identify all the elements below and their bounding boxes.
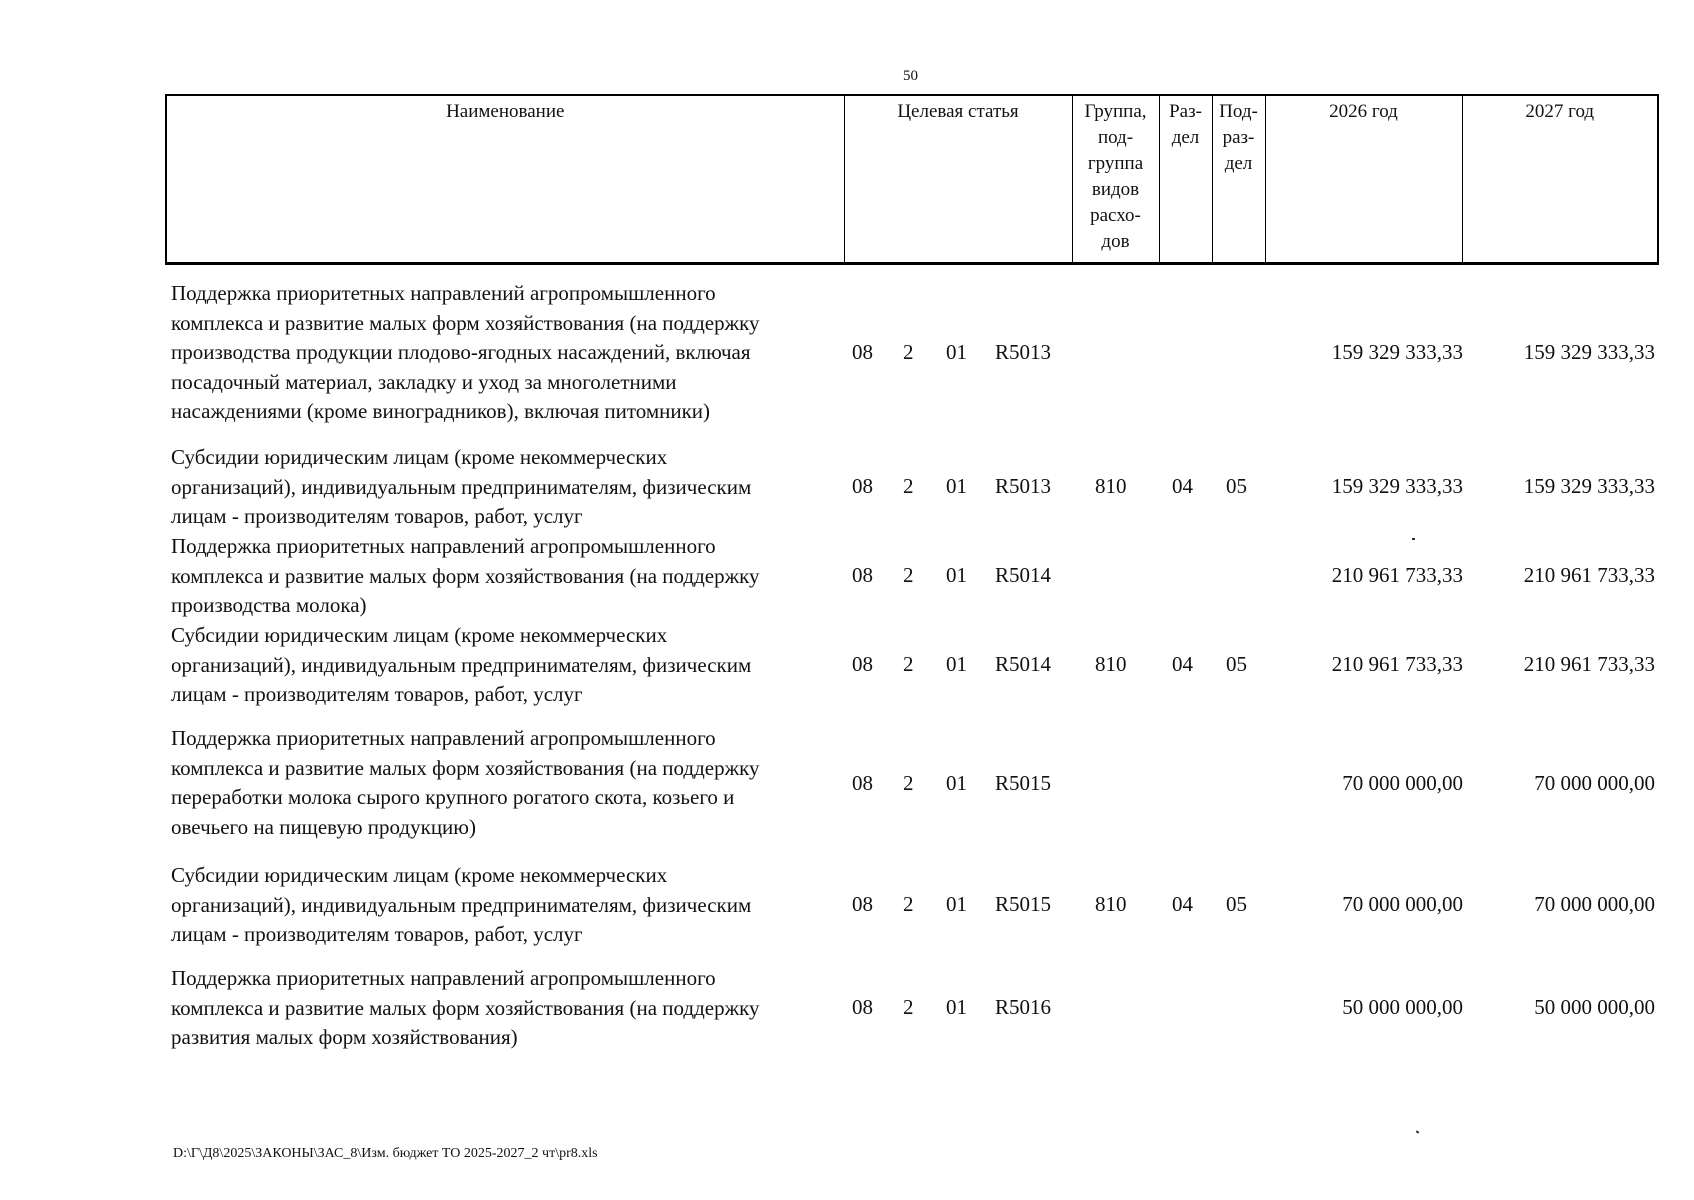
code-program: 08 xyxy=(852,652,873,676)
code-subprogram: 01 xyxy=(946,892,967,916)
code-subprogram: 01 xyxy=(946,771,967,795)
amount-2027: 210 961 733,33 xyxy=(1523,563,1655,587)
expense-group: 810 xyxy=(1095,474,1127,498)
code-direction: R5016 xyxy=(995,995,1052,1019)
amount-2027: 210 961 733,33 xyxy=(1523,652,1655,676)
row-name: Поддержка приоритетных направлений агропромышленного комплекса и развитие малых форм хозяйствования (на поддержку переработки молока сырого крупного рогатого скота, козьего и овечьего на пищевую продукцию) xyxy=(171,726,760,839)
code-subprogram: 01 xyxy=(946,563,967,587)
code-direction: R5015 xyxy=(995,892,1052,916)
subsection: 05 xyxy=(1226,892,1247,916)
code-direction: R5015 xyxy=(995,771,1052,795)
expense-group: 810 xyxy=(1095,652,1127,676)
code-direction: R5013 xyxy=(995,474,1052,498)
header-subsection: Под- раз- дел xyxy=(1212,95,1265,264)
code-program: 08 xyxy=(852,892,873,916)
amount-2027: 159 329 333,33 xyxy=(1523,340,1655,364)
code-program: 08 xyxy=(852,563,873,587)
header-section: Раз- дел xyxy=(1159,95,1212,264)
amount-2027: 70 000 000,00 xyxy=(1534,892,1655,916)
code-direction: R5014 xyxy=(995,563,1052,587)
code-program: 08 xyxy=(852,995,873,1019)
code-type: 2 xyxy=(903,340,914,364)
header-year-2027: 2027 год xyxy=(1462,95,1658,264)
code-type: 2 xyxy=(903,652,914,676)
row-name: Субсидии юридическим лицам (кроме некоммерческих организаций), индивидуальным предпринимателям, физическим лицам - производителям товаров, работ, услуг xyxy=(171,445,752,528)
table-header xyxy=(165,94,1659,265)
code-direction: R5013 xyxy=(995,340,1052,364)
row-name: Субсидии юридическим лицам (кроме некоммерческих организаций), индивидуальным предпринимателям, физическим лицам - производителям товаров, работ, услуг xyxy=(171,863,752,946)
amount-2027: 70 000 000,00 xyxy=(1534,771,1655,795)
code-type: 2 xyxy=(903,892,914,916)
amount-2026: 159 329 333,33 xyxy=(1331,474,1463,498)
row-name: Поддержка приоритетных направлений агропромышленного комплекса и развитие малых форм хозяйствования (на поддержку производства продукции плодово-ягодных насаждений, включая посадочный материал, закладку и уход за многолетними насаждениями (кроме виноградников), включая питомники) xyxy=(171,281,760,423)
section: 04 xyxy=(1172,474,1193,498)
code-subprogram: 01 xyxy=(946,652,967,676)
code-type: 2 xyxy=(903,563,914,587)
code-program: 08 xyxy=(852,340,873,364)
subsection: 05 xyxy=(1226,652,1247,676)
amount-2027: 159 329 333,33 xyxy=(1523,474,1655,498)
code-subprogram: 01 xyxy=(946,474,967,498)
code-subprogram: 01 xyxy=(946,995,967,1019)
code-type: 2 xyxy=(903,995,914,1019)
header-target-article: Целевая статья xyxy=(844,95,1072,264)
section: 04 xyxy=(1172,652,1193,676)
row-name: Субсидии юридическим лицам (кроме некоммерческих организаций), индивидуальным предпринимателям, физическим лицам - производителям товаров, работ, услуг xyxy=(171,623,752,706)
subsection: 05 xyxy=(1226,474,1247,498)
code-type: 2 xyxy=(903,474,914,498)
row-name: Поддержка приоритетных направлений агропромышленного комплекса и развитие малых форм хозяйствования (на поддержку производства молока) xyxy=(171,534,760,617)
header-year-2026: 2026 год xyxy=(1265,95,1462,264)
amount-2026: 159 329 333,33 xyxy=(1331,340,1463,364)
expense-group: 810 xyxy=(1095,892,1127,916)
code-subprogram: 01 xyxy=(946,340,967,364)
header-expense-group: Группа, под- группа видов расхо- дов xyxy=(1072,95,1159,264)
code-type: 2 xyxy=(903,771,914,795)
row-name: Поддержка приоритетных направлений агропромышленного комплекса и развитие малых форм хозяйствования (на поддержку развития малых форм хозяйствования) xyxy=(171,966,760,1049)
amount-2026: 70 000 000,00 xyxy=(1342,771,1463,795)
file-path-footer: D:\Г\Д8\2025\ЗАКОНЫ\ЗАС_8\Изм. бюджет ТО 2025-2027_2 чт\pr8.xls xyxy=(173,1146,598,1161)
code-program: 08 xyxy=(852,474,873,498)
amount-2026: 50 000 000,00 xyxy=(1342,995,1463,1019)
page-number: 50 xyxy=(903,68,918,84)
code-direction: R5014 xyxy=(995,652,1052,676)
header-name: Наименование xyxy=(166,95,844,264)
scan-speck xyxy=(1416,1130,1420,1133)
amount-2026: 70 000 000,00 xyxy=(1342,892,1463,916)
scan-speck xyxy=(1412,538,1415,540)
amount-2026: 210 961 733,33 xyxy=(1331,563,1463,587)
code-program: 08 xyxy=(852,771,873,795)
amount-2027: 50 000 000,00 xyxy=(1534,995,1655,1019)
section: 04 xyxy=(1172,892,1193,916)
amount-2026: 210 961 733,33 xyxy=(1331,652,1463,676)
